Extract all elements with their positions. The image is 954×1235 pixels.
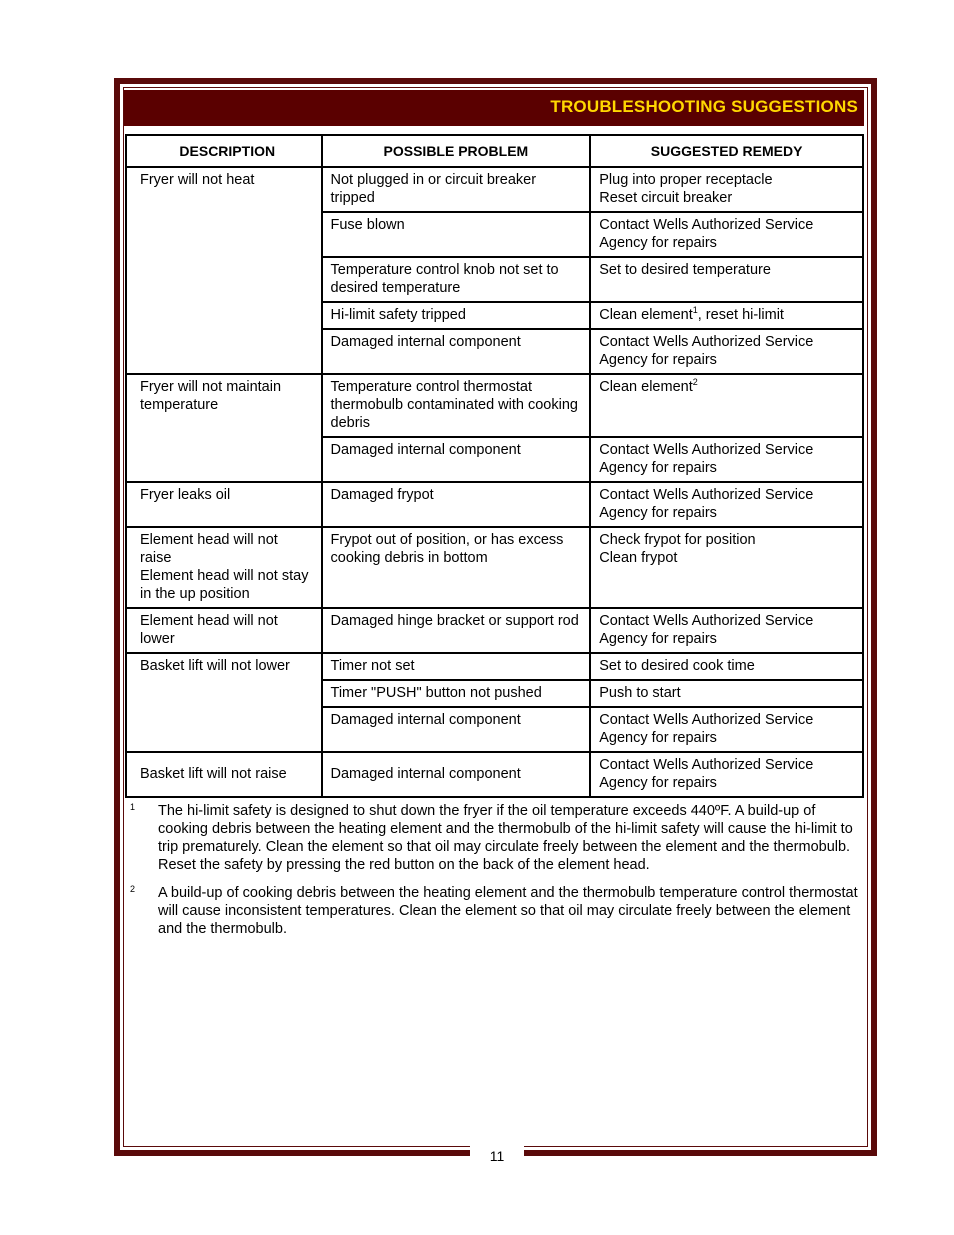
- page-number: 11: [489, 1148, 505, 1164]
- cell-description: [126, 374, 322, 482]
- problem-text: Fuse blown: [330, 217, 405, 233]
- cell-description: [126, 653, 322, 752]
- remedy-line: Contact Wells Authorized Service Agency for repairs: [599, 217, 814, 251]
- cell-remedy: [590, 257, 863, 302]
- cell-description: [126, 752, 322, 797]
- cell-problem: [322, 302, 591, 329]
- title-banner: [124, 90, 864, 126]
- description-line: Fryer will not maintain temperature: [140, 379, 282, 413]
- cell-problem: [322, 329, 591, 374]
- description-line: Element head will not raise: [140, 532, 278, 566]
- table-row: [126, 527, 863, 608]
- description-line: Basket lift will not lower: [140, 658, 290, 674]
- problem-text: Temperature control thermostat thermobulb contaminated with cooking debris: [330, 379, 578, 431]
- table-row: [126, 752, 863, 797]
- remedy-line: Push to start: [599, 685, 681, 701]
- remedy-line: Contact Wells Authorized Service Agency for repairs: [599, 613, 814, 647]
- footnote-number: 2: [130, 884, 136, 894]
- problem-text: Damaged internal component: [330, 334, 521, 350]
- column-header-remedy: SUGGESTED REMEDY: [590, 135, 863, 167]
- remedy-text-suffix: , reset hi-limit: [697, 307, 784, 323]
- remedy-text: Clean element: [599, 307, 693, 323]
- cell-description: [126, 482, 322, 527]
- column-header-problem: POSSIBLE PROBLEM: [322, 135, 591, 167]
- remedy-text: Clean element: [599, 379, 693, 395]
- cell-remedy: [590, 212, 863, 257]
- cell-description: [126, 608, 322, 653]
- problem-text: Timer not set: [330, 658, 415, 674]
- table-row: [126, 653, 863, 680]
- remedy-line: Contact Wells Authorized Service Agency for repairs: [599, 757, 814, 791]
- remedy-line: Set to desired temperature: [599, 262, 771, 278]
- table-row: [126, 608, 863, 653]
- problem-text: Damaged internal component: [330, 766, 521, 782]
- cell-remedy: [590, 680, 863, 707]
- remedy-line: Plug into proper receptacle: [599, 172, 773, 188]
- cell-remedy: [590, 437, 863, 482]
- cell-remedy: [590, 302, 863, 329]
- cell-description: [126, 167, 322, 374]
- problem-text: Damaged hinge bracket or support rod: [330, 613, 579, 629]
- description-line: Element head will not stay in the up position: [140, 568, 309, 602]
- footnote-2: [130, 884, 860, 938]
- cell-problem: [322, 680, 591, 707]
- cell-problem: [322, 167, 591, 212]
- problem-text: Damaged internal component: [330, 442, 521, 458]
- cell-problem: [322, 527, 591, 608]
- table-body: [126, 167, 863, 797]
- footnote-number: 1: [130, 802, 136, 812]
- cell-problem: [322, 707, 591, 752]
- footnote-text: The hi-limit safety is designed to shut down the fryer if the oil temperature exceeds 440ºF. A build-up of cooking debris between the heating element and the thermobulb of the hi-limit safety will cause the hi-limit to trip prematurely. Clean the element so that oil may circulate freely between the element and the thermobulb. Reset the safety by pressing the red button on the back of the element head.: [158, 803, 853, 873]
- footnotes: [130, 802, 860, 948]
- footnote-ref: 2: [692, 377, 698, 388]
- problem-text: Damaged internal component: [330, 712, 521, 728]
- remedy-line: Clean frypot: [599, 550, 678, 566]
- table-row: [126, 374, 863, 437]
- page-title: TROUBLESHOOTING SUGGESTIONS: [550, 97, 858, 116]
- footnote-1: [130, 802, 860, 874]
- footnote-ref: 1: [692, 305, 698, 316]
- cell-problem: [322, 752, 591, 797]
- cell-problem: [322, 257, 591, 302]
- cell-remedy: [590, 329, 863, 374]
- cell-remedy: [590, 752, 863, 797]
- description-line: Basket lift will not raise: [140, 766, 287, 782]
- cell-remedy: [590, 527, 863, 608]
- cell-remedy: [590, 707, 863, 752]
- remedy-line: Contact Wells Authorized Service Agency for repairs: [599, 442, 814, 476]
- cell-description: [126, 527, 322, 608]
- remedy-line: Contact Wells Authorized Service Agency for repairs: [599, 334, 814, 368]
- table-row: [126, 167, 863, 212]
- table-header-row: [126, 135, 863, 167]
- column-header-description: DESCRIPTION: [126, 135, 322, 167]
- cell-remedy: [590, 608, 863, 653]
- cell-remedy: [590, 374, 863, 437]
- table-row: [126, 482, 863, 527]
- cell-problem: [322, 653, 591, 680]
- problem-text: Timer "PUSH" button not pushed: [330, 685, 542, 701]
- description-line: Fryer will not heat: [140, 172, 255, 188]
- remedy-line: Contact Wells Authorized Service Agency for repairs: [599, 487, 814, 521]
- cell-remedy: [590, 167, 863, 212]
- cell-problem: [322, 608, 591, 653]
- footnote-text: A build-up of cooking debris between the heating element and the thermobulb temperature control thermostat will cause inconsistent temperatures. Clean the element so that oil may circulate freely between the element and the thermobulb.: [158, 885, 858, 937]
- troubleshooting-table: [125, 134, 864, 798]
- cell-problem: [322, 212, 591, 257]
- problem-text: Temperature control knob not set to desired temperature: [330, 262, 559, 296]
- problem-text: Hi-limit safety tripped: [330, 307, 466, 323]
- cell-remedy: [590, 482, 863, 527]
- remedy-line: Reset circuit breaker: [599, 190, 733, 206]
- cell-problem: [322, 437, 591, 482]
- description-line: Fryer leaks oil: [140, 487, 231, 503]
- problem-text: Not plugged in or circuit breaker tripped: [330, 172, 537, 206]
- problem-text: Damaged frypot: [330, 487, 434, 503]
- remedy-line: Check frypot for position: [599, 532, 756, 548]
- remedy-line: Contact Wells Authorized Service Agency for repairs: [599, 712, 814, 746]
- cell-problem: [322, 482, 591, 527]
- cell-problem: [322, 374, 591, 437]
- description-line: Element head will not lower: [140, 613, 278, 647]
- problem-text: Frypot out of position, or has excess cooking debris in bottom: [330, 532, 564, 566]
- remedy-line: Set to desired cook time: [599, 658, 755, 674]
- cell-remedy: [590, 653, 863, 680]
